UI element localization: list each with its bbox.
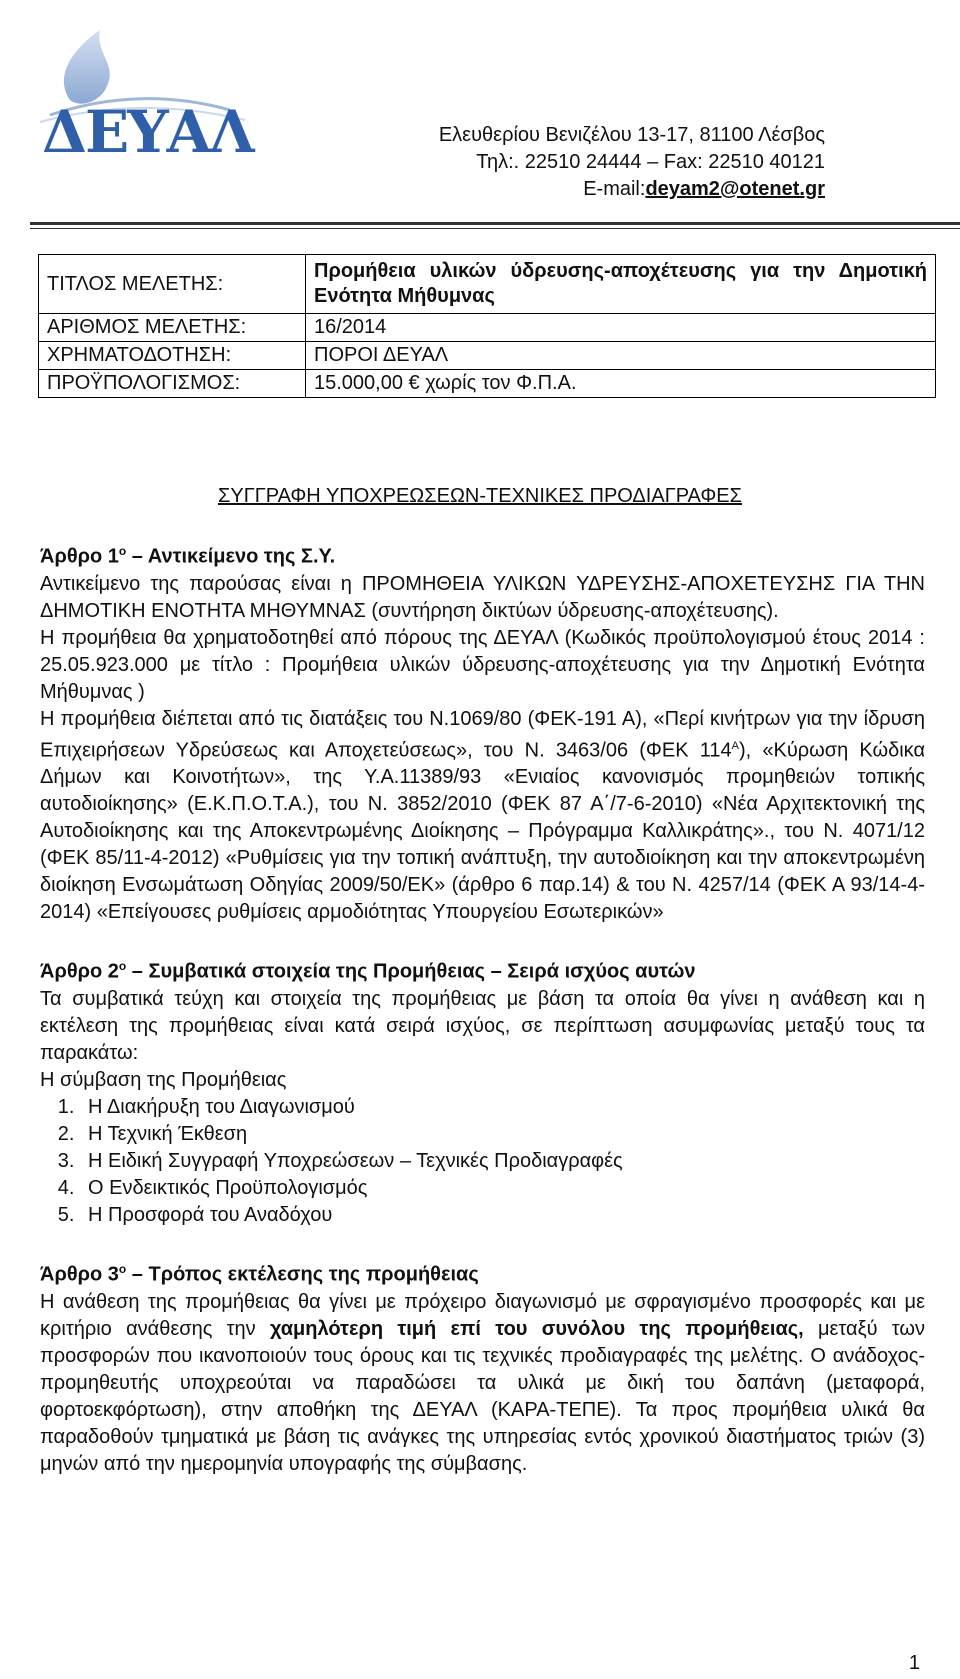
article-title-sup: ο: [118, 959, 127, 974]
phone-fax: Τηλ:. 22510 24444 – Fax: 22510 40121: [476, 151, 825, 173]
article-title-text: – Τρόπος εκτέλεσης της προμήθειας: [126, 1263, 479, 1286]
article-1-paragraph: Η προμήθεια θα χρηματοδοτηθεί από πόρους της ΔΕΥΑΛ (Κωδικός προϋπολογισμού έτους 2014 : 25.05.923.000 με τίτλο : Προμήθεια υλικών ύδρευσης-αποχέτευσης για την Δημοτική Ενότητα Μήθυμνας ): [40, 626, 925, 703]
article-title-text: Άρθρο 1: [40, 545, 119, 568]
article-3-title: [40, 1256, 925, 1289]
article-1-paragraph: [40, 706, 925, 927]
meta-label: ΠΡΟΫΠΟΛΟΓΙΣΜΟΣ:: [39, 370, 306, 398]
list-item: 4. Ο Ενδεικτικός Προϋπολογισμός: [80, 1175, 925, 1202]
table-row: [39, 314, 936, 342]
article-title-sup: ο: [118, 544, 127, 558]
article-3-paragraph: [40, 1289, 925, 1478]
address: Ελευθερίου Βενιζέλου 13-17, 81100 Λέσβος: [438, 124, 825, 146]
article-1-paragraph: Αντικείμενο της παρούσας είναι η ΠΡΟΜΗΘΕΙΑ ΥΛΙΚΩΝ ΥΔΡΕΥΣΗΣ-ΑΠΟΧΕΤΕΥΣΗΣ ΓΙΑ ΤΗΝ ΔΗΜΟΤΙΚΗ ΕΝΟΤΗΤΑ ΜΗΘΥΜΝΑΣ (συντήρηση δικτύων ύδρευσης-αποχέτευσης).: [40, 572, 925, 622]
article-1-title: [40, 538, 925, 571]
meta-label: ΑΡΙΘΜΟΣ ΜΕΛΕΤΗΣ:: [39, 314, 306, 342]
meta-value: ΠΟΡΟΙ ΔΕΥΑΛ: [306, 342, 936, 370]
logo-text: ΔΕΥΑΛ: [42, 98, 253, 166]
article-2-paragraph: Τα συμβατικά τεύχη και στοιχεία της προμήθειας με βάση τα οποία θα γίνει η ανάθεση και η εκτέλεση της προμήθειας είναι κατά σειρά ισχύος, σε περίπτωση ασυμφωνίας μεταξύ τους τα παρακάτω:: [40, 987, 925, 1064]
paragraph-text: μεταξύ των προσφορών που ικανοποιούν τους όρους και τις τεχνικές προδιαγραφές της μελέτης. Ο ανάδοχος-προμηθευτής υποχρεούται να παραδώσει τα υλικά με δική του δαπάνη (μεταφορά, φορτοεκφόρτωση), στην αποθήκη της ΔΕΥΑΛ (ΚΑΡΑ-ΤΕΠΕ). Τα προς προμήθεια υλικά θα παραδοθούν τμηματικά με βάση τις ανάγκες της υπηρεσίας εντός χρονικού διαστήματος τριών (3) μηνών από την ημερομηνία υπογραφής της σύμβασης.: [40, 1317, 926, 1475]
list-item: 5. Η Προσφορά του Αναδόχου: [80, 1202, 925, 1229]
paragraph-bold-text: χαμηλότερη τιμή επί του συνόλου της προμήθειας,: [269, 1317, 804, 1340]
meta-value: 16/2014: [306, 314, 936, 342]
contract-documents-list: [40, 1094, 925, 1229]
list-item: 3. Η Ειδική Συγγραφή Υποχρεώσεων – Τεχνικές Προδιαγραφές: [80, 1148, 925, 1175]
page-number: 1: [908, 1652, 920, 1674]
article-title-text: – Αντικείμενο της Σ.Υ.: [126, 545, 336, 568]
article-title-sup: ο: [118, 1261, 127, 1276]
article-title-text: – Συμβατικά στοιχεία της Προμήθειας – Σειρά ισχύος αυτών: [126, 960, 696, 983]
table-row: [39, 370, 936, 398]
article-title-text: Άρθρο 3: [40, 1263, 119, 1286]
list-item: 2. Η Τεχνική Έκθεση: [80, 1121, 925, 1148]
paragraph-text: Η ανάθεση της προμήθειας θα γίνει με πρόχειρο διαγωνισμό με σφραγισμένο προσφορές και με κριτήριο ανάθεσης την: [40, 1290, 925, 1340]
meta-value: 15.000,00 € χωρίς τον Φ.Π.Α.: [306, 370, 936, 398]
article-title-text: Άρθρο 2: [40, 960, 119, 983]
paragraph-sup: Α: [731, 739, 739, 752]
header-divider: [30, 222, 960, 225]
document-heading: ΣΥΓΓΡΑΦΗ ΥΠΟΧΡΕΩΣΕΩΝ-ΤΕΧΝΙΚΕΣ ΠΡΟΔΙΑΓΡΑΦΕΣ: [218, 485, 742, 507]
article-2-paragraph: Η σύμβαση της Προμήθειας: [40, 1068, 287, 1091]
document-body: [40, 538, 925, 1478]
header-contact-info: [439, 122, 825, 203]
study-meta-table: [38, 254, 936, 398]
paragraph-text: Η προμήθεια διέπεται από τις διατάξεις του Ν.1069/80 (ΦΕΚ-191 Α), «Περί κινήτρων για την ίδρυση Επιχειρήσεων Υδρεύσεως και Αποχετεύσεως», του Ν. 3463/06 (ΦΕΚ 114: [40, 707, 925, 762]
article-2-title: [40, 953, 925, 986]
header-divider-thin: [30, 228, 960, 229]
company-logo: [30, 30, 260, 170]
meta-label: ΤΙΤΛΟΣ ΜΕΛΕΤΗΣ:: [39, 255, 306, 314]
email-line: [439, 176, 825, 203]
email-prefix: E-mail:: [583, 178, 646, 200]
list-item: 1. Η Διακήρυξη του Διαγωνισμού: [80, 1094, 925, 1121]
meta-value-title: Προμήθεια υλικών ύδρευσης-αποχέτευσης για την Δημοτική Ενότητα Μήθυμνας: [306, 255, 936, 314]
paragraph-text: ), «Κύρωση Κώδικα Δήμων και Κοινοτήτων», της Υ.Α.11389/93 «Ενιαίος κανονισμός προμηθειών τοπικής αυτοδιοίκησης» (Ε.Κ.Π.Ο.Τ.Α.), του Ν. 3852/2010 (ΦΕΚ 87 Α΄/7-6-2010) «Νέα Αρχιτεκτονική της Αυτοδιοίκησης και της Αποκεντρωμένης Διοίκησης – Πρόγραμμα Καλλικράτης»., του Ν. 4071/12 (ΦΕΚ 85/11-4-2012) «Ρυθμίσεις για την τοπική ανάπτυξη, την αυτοδιοίκηση και την αποκεντρωμένη διοίκηση Ενσωμάτωση Οδηγίας 2009/50/ΕΚ» (άρθρο 6 παρ.14) & του Ν. 4257/14 (ΦΕΚ Α 93/14-4-2014) «Επείγουσες ρυθμίσεις αρμοδιότητας Υπουργείου Εσωτερικών»: [40, 739, 926, 924]
table-row: [39, 255, 936, 314]
table-row: [39, 342, 936, 370]
meta-label: ΧΡΗΜΑΤΟΔΟΤΗΣΗ:: [39, 342, 306, 370]
email-link[interactable]: deyam2@otenet.gr: [645, 178, 825, 200]
